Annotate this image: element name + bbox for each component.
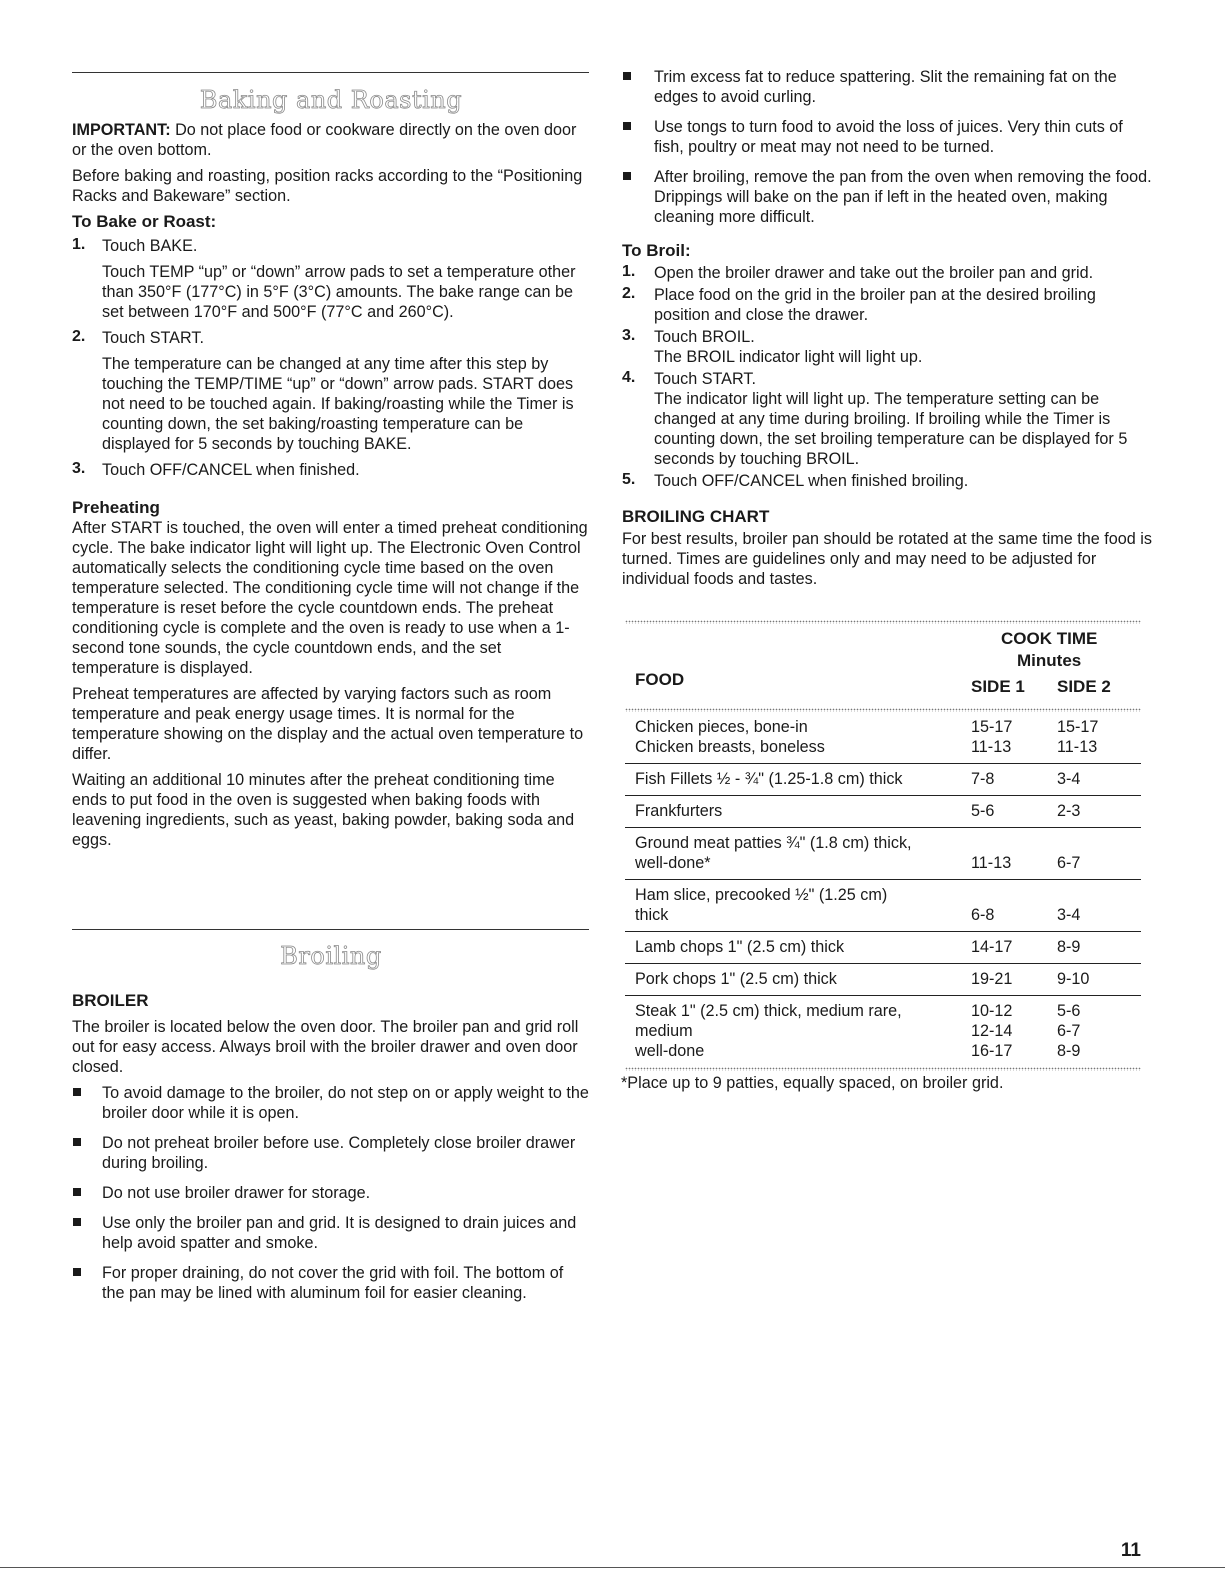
step-number: 2.	[622, 285, 636, 302]
side2-cell: 6-7	[1057, 854, 1081, 872]
top-rule-left	[72, 72, 589, 73]
step-text: Open the broiler drawer and take out the broiler pan and grid.	[654, 264, 1094, 282]
food-cell: Steak 1" (2.5 cm) thick, medium rare, medium well-done	[635, 1002, 902, 1060]
bullet-text: Trim excess fat to reduce spattering. Slit the remaining fat on the edges to avoid curling.	[654, 68, 1117, 106]
table-row	[625, 996, 1141, 1067]
side1-cell: 14-17	[971, 938, 1013, 956]
broiling-tip-bullet	[622, 167, 1154, 227]
section-title-broiling: Broiling	[280, 942, 382, 970]
step-number: 3.	[72, 460, 86, 477]
side1-cell: 7-8	[971, 770, 995, 788]
step-text: Place food on the grid in the broiler pan at the desired broiling position and close the drawer.	[654, 286, 1096, 324]
food-cell: Chicken pieces, bone-in Chicken breasts, boneless	[635, 718, 825, 756]
step-text: Touch BAKE.	[102, 237, 198, 255]
table-row	[625, 932, 1141, 964]
chart-footnote: *Place up to 9 patties, equally spaced, on broiler grid.	[621, 1074, 1004, 1092]
baking-section	[72, 120, 590, 850]
broil-step	[622, 471, 1154, 491]
important-note	[72, 120, 590, 160]
baking-intro: Before baking and roasting, position racks according to the “Positioning Racks and Bakeware” section.	[72, 167, 583, 205]
food-column-header: FOOD	[635, 670, 685, 689]
side1-cell: 5-6	[971, 802, 995, 820]
bullet-square-icon	[73, 1218, 81, 1226]
page-number: 11	[1120, 1540, 1141, 1561]
important-label: IMPORTANT:	[72, 121, 171, 139]
preheating-heading: Preheating	[72, 498, 160, 517]
broiling-tip-bullet	[622, 67, 1154, 107]
minutes-header: Minutes	[1017, 651, 1082, 670]
broiler-heading: BROILER	[72, 991, 149, 1010]
side1-column-header: SIDE 1	[971, 677, 1025, 696]
side1-cell: 19-21	[971, 970, 1013, 988]
step-number: 1.	[622, 263, 636, 280]
food-cell: Fish Fillets ½ - ¾" (1.25-1.8 cm) thick	[635, 770, 903, 788]
section-title-baking: Baking and Roasting	[199, 86, 463, 114]
bake-step	[72, 460, 590, 480]
bullet-square-icon	[623, 172, 631, 180]
side2-cell: 3-4	[1057, 770, 1081, 788]
broil-step	[622, 369, 1154, 469]
broiler-bullet	[72, 1263, 590, 1303]
table-header	[625, 624, 1141, 708]
side2-cell: 9-10	[1057, 970, 1090, 988]
bullet-text: Do not use broiler drawer for storage.	[102, 1184, 371, 1202]
preheating-paragraph: Waiting an additional 10 minutes after the preheat conditioning time ends to put food in the oven is suggested when baking foods with leavening ingredients, such as yeast, baking powder, baking soda and eggs.	[72, 771, 575, 849]
food-cell: Frankfurters	[635, 802, 723, 820]
bullet-square-icon	[73, 1138, 81, 1146]
bake-steps-list	[72, 236, 590, 480]
bake-step	[72, 328, 590, 454]
bullet-text: Do not preheat broiler before use. Completely close broiler drawer during broiling.	[102, 1134, 576, 1172]
preheating-paragraph: Preheat temperatures are affected by varying factors such as room temperature and peak energy usage times. It is normal for the temperature showing on the display and the actual oven temperature to differ.	[72, 685, 584, 763]
step-number: 4.	[622, 369, 636, 386]
bullet-text: Use only the broiler pan and grid. It is designed to drain juices and help avoid spatter and smoke.	[102, 1214, 577, 1252]
side1-cell: 11-13	[971, 854, 1012, 872]
bullet-text: After broiling, remove the pan from the oven when removing the food. Drippings will bake on the pan if left in the heated oven, making cleaning more difficult.	[654, 168, 1152, 226]
broiling-tip-bullet	[622, 117, 1154, 157]
step-text: Touch START. The indicator light will light up. The temperature setting can be changed at any time during broiling. If broiling while the Timer is counting down, the set broiling temperature can be displayed for 5 seconds by touching BROIL.	[654, 370, 1128, 468]
broil-step	[622, 285, 1154, 325]
step-detail: Touch TEMP “up” or “down” arrow pads to set a temperature other than 350°F (177°C) in 5°F (3°C) amounts. The bake range can be set between 170°F and 500°F (77°C and 260°C).	[102, 263, 576, 321]
to-bake-heading: To Bake or Roast:	[72, 212, 217, 231]
table-row	[625, 712, 1141, 764]
bullet-square-icon	[73, 1188, 81, 1196]
table-bottom-dots	[625, 1067, 1141, 1071]
cook-time-header: COOK TIME	[1001, 629, 1098, 648]
broiler-bullet	[72, 1183, 590, 1203]
bullet-text: Use tongs to turn food to avoid the loss of juices. Very thin cuts of fish, poultry or meat may not need to be turned.	[654, 118, 1123, 156]
bullet-square-icon	[73, 1268, 81, 1276]
bullet-square-icon	[623, 72, 631, 80]
preheating-paragraph: After START is touched, the oven will enter a timed preheat conditioning cycle. The bake indicator light will light up. The Electronic Oven Control automatically selects the conditioning cycle time based on the oven temperature selected. The conditioning cycle time will not change if the temperature is reset before the cycle countdown ends. The preheat conditioning cycle is complete and the oven is ready to use when a 1-second tone sounds, the cycle countdown ends, and the set temperature is displayed.	[72, 519, 588, 677]
step-detail: The temperature can be changed at any time after this step by touching the TEMP/TIME “up” or “down” arrow pads. START does not need to be touched again. If baking/roasting while the Timer is counting down, the set baking/roasting temperature can be displayed for 5 seconds by touching BAKE.	[102, 355, 574, 453]
broiler-bullets	[72, 1083, 590, 1303]
table-row	[625, 880, 1141, 932]
step-number: 2.	[72, 328, 86, 345]
side1-cell: 6-8	[971, 906, 995, 924]
broiling-tips	[622, 67, 1152, 589]
bullet-square-icon	[623, 122, 631, 130]
step-number: 5.	[622, 471, 636, 488]
side1-cell: 15-17 11-13	[971, 718, 1013, 756]
side2-column-header: SIDE 2	[1057, 677, 1111, 696]
side2-cell: 5-6 6-7 8-9	[1057, 1002, 1081, 1060]
page-bottom-line	[0, 1567, 1225, 1568]
table-row	[625, 964, 1141, 996]
bullet-square-icon	[73, 1088, 81, 1096]
step-number: 3.	[622, 327, 636, 344]
table-row	[625, 764, 1141, 796]
step-text: Touch OFF/CANCEL when finished broiling.	[654, 472, 969, 490]
to-broil-heading: To Broil:	[622, 241, 691, 260]
broiling-rule	[72, 929, 589, 930]
broiling-tips-list	[622, 67, 1154, 227]
broiler-bullet	[72, 1213, 590, 1253]
table-row	[625, 796, 1141, 828]
side2-cell: 3-4	[1057, 906, 1081, 924]
broiler-bullet	[72, 1083, 590, 1123]
broiler-bullet	[72, 1133, 590, 1173]
food-cell: Pork chops 1" (2.5 cm) thick	[635, 970, 837, 988]
bullet-text: To avoid damage to the broiler, do not step on or apply weight to the broiler door while it is open.	[102, 1084, 589, 1122]
step-text: Touch BROIL. The BROIL indicator light will light up.	[654, 328, 923, 366]
side2-cell: 8-9	[1057, 938, 1081, 956]
bullet-text: For proper draining, do not cover the grid with foil. The bottom of the pan may be lined with aluminum foil for easier cleaning.	[102, 1264, 564, 1302]
broiling-chart-intro: For best results, broiler pan should be rotated at the same time the food is turned. Times are guidelines only and may need to be adjusted for individual foods and tastes.	[622, 530, 1152, 588]
broil-step	[622, 327, 1154, 367]
food-cell: Ham slice, precooked ½" (1.25 cm) thick	[635, 886, 888, 924]
broil-steps-list	[622, 263, 1154, 491]
step-number: 1.	[72, 236, 86, 253]
table-row	[625, 828, 1141, 880]
table-body	[625, 712, 1141, 1067]
broil-step	[622, 263, 1154, 283]
food-cell: Lamb chops 1" (2.5 cm) thick	[635, 938, 845, 956]
side2-cell: 2-3	[1057, 802, 1081, 820]
broiling-chart-table	[621, 620, 1141, 1093]
preheating-text	[72, 518, 590, 850]
food-cell: Ground meat patties ¾" (1.8 cm) thick, well-done*	[635, 834, 912, 872]
bake-step	[72, 236, 590, 322]
broiler-section	[72, 991, 590, 1303]
step-text: Touch OFF/CANCEL when finished.	[102, 461, 360, 479]
step-text: Touch START.	[102, 329, 204, 347]
broiler-intro: The broiler is located below the oven door. The broiler pan and grid roll out for easy access. Always broil with the broiler drawer and oven door closed.	[72, 1018, 579, 1076]
side2-cell: 15-17 11-13	[1057, 718, 1099, 756]
broiling-chart-heading: BROILING CHART	[622, 507, 770, 526]
important-text: Do not place food or cookware directly on the oven door or the oven bottom.	[72, 121, 577, 159]
side1-cell: 10-12 12-14 16-17	[971, 1002, 1013, 1060]
